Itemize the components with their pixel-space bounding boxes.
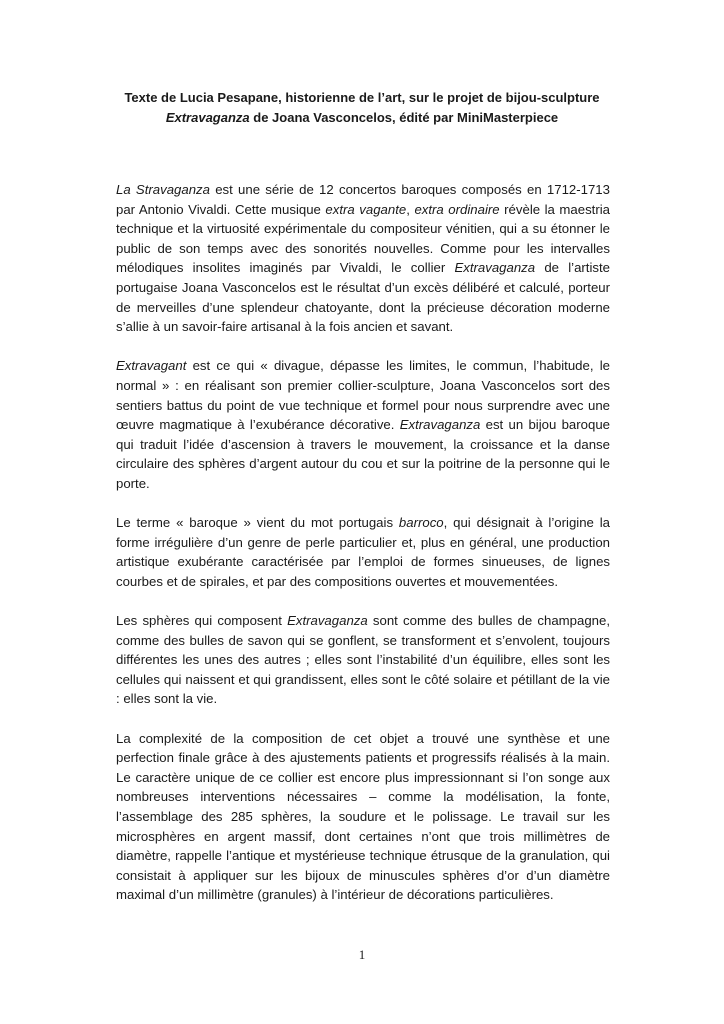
title-work-name: Extravaganza <box>165 109 250 125</box>
paragraph-3 <box>116 513 610 591</box>
paragraph-3-span: , qui désignait à l’origine la forme irrégulière d’un genre de perle particulier et, plus en général, une production artistique exubérante caractérisée par l’emploi de formes sinueuses, de lignes courbes et de spirales, et par des compositions ouvertes et mouvementées. <box>116 515 610 589</box>
title-line-1: Texte de Lucia Pesapane, historienne de l’art, sur le projet de bijou-sculpture <box>124 90 600 105</box>
paragraph-1 <box>116 180 610 337</box>
paragraph-1-span: révèle la maestria technique et la virtuosité expérimentale du compositeur vénitien, qui a su étonner le public de son temps avec des sonorités nouvelles. Comme pour les intervalles mélodiques insolites imaginés par Vivaldi, le collier <box>116 201 611 276</box>
page-number: 1 <box>358 947 366 962</box>
paragraph-2-span: est ce qui « divague, dépasse les limites, le commun, l’habitude, le normal » : en réalisant son premier collier-sculpture, Joana Vasconcelos sort des sentiers battus du point de vue technique et formel pour nous surprendre avec une œuvre magmatique à l’exubérance décorative. <box>116 358 610 433</box>
paragraph-4-span: Extravaganza <box>287 613 368 629</box>
title-line-2 <box>90 108 634 128</box>
document-title <box>90 88 634 127</box>
paragraph-2-span: est un bijou baroque qui traduit l’idée d’ascension à travers le mouvement, la croissance et la danse circulaire des sphères d’argent autour du cou et sur la poitrine de la personne qui le porte. <box>116 417 610 491</box>
paragraph-1-span: est une série de 12 concertos baroques composés en 1712-1713 par Antonio Vivaldi. Cette musique <box>116 182 610 217</box>
paragraph-1-span: , <box>406 201 415 217</box>
paragraph-2-span: Extravaganza <box>399 417 481 433</box>
paragraph-5 <box>116 729 610 905</box>
paragraph-2 <box>116 356 610 493</box>
paragraph-4-span: sont comme des bulles de champagne, comme des bulles de savon qui se gonflent, se transforment et s’envolent, toujours différentes les unes des autres ; elles sont l’instabilité d’un équilibre, elles sont les cellules qui naissent et qui grandissent, elles sont le côté solaire et pétillant de la vie : elles sont la vie. <box>116 613 610 707</box>
paragraph-2-span: Extravagant <box>116 358 187 374</box>
paragraph-1-span: extra vagante <box>325 201 407 217</box>
paragraph-4-span: Les sphères qui composent <box>116 613 288 629</box>
paragraph-3-span: barroco <box>398 515 444 531</box>
paragraph-4 <box>116 611 610 709</box>
paragraph-5-span: La complexité de la composition de cet objet a trouvé une synthèse et une perfection finale grâce à des ajustements patients et progressifs réalisés à la main. Le caractère unique de ce collier est encore plus impressionnant si l’on songe aux nombreuses interventions nécessaires – comme la modélisation, la fonte, l’assemblage des 285 sphères, la soudure et le polissage. Le travail sur les microsphères en argent massif, dont certaines n’ont que trois millimètres de diamètre, rappelle l’antique et mystérieuse technique étrusque de la granulation, qui consistait à appliquer sur les bijoux de minuscules sphères d’or d’un diamètre maximal d’un millimètre (granules) à l’intérieur de décorations particulières. <box>116 730 610 903</box>
title-line-2-rest: de Joana Vasconcelos, édité par MiniMasterpiece <box>249 109 559 125</box>
paragraph-1-span: Extravaganza <box>454 260 536 276</box>
paragraph-1-span: de l’artiste portugaise Joana Vasconcelos est le résultat d’un excès délibéré et calculé, porteur de merveilles d’une splendeur chatoyante, dont la précieuse décoration moderne s’allie à un savoir-faire artisanal à la fois ancien et savant. <box>116 260 610 335</box>
paragraph-3-span: Le terme « baroque » vient du mot portugais <box>116 515 399 531</box>
document-body <box>116 180 610 905</box>
paragraph-1-span: extra ordinaire <box>414 201 500 217</box>
paragraph-1-span: La Stravaganza <box>116 182 210 197</box>
